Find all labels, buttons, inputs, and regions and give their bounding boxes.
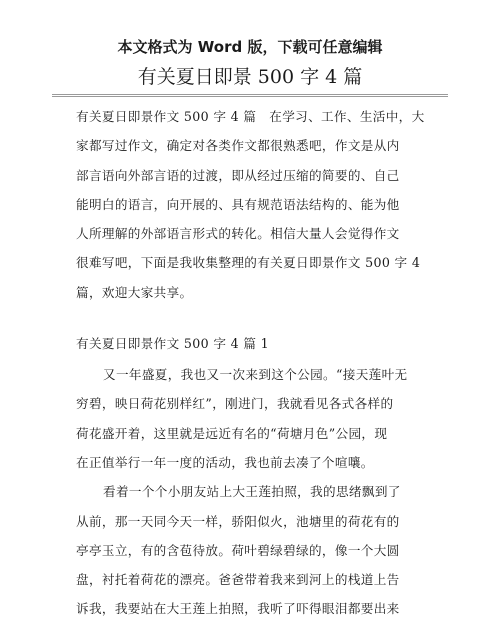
essay-paragraph-2: [76, 477, 428, 623]
intro-line: 有关夏日即景作文 500 字 4 篇 在学习、工作、生活中，大: [76, 109, 425, 124]
essay-paragraph-1: [76, 360, 428, 477]
format-notice: 本文格式为 Word 版，下载可任意编辑: [117, 38, 383, 56]
section-heading: 有关夏日即景作文 500 字 4 篇 1: [76, 336, 270, 352]
paragraph-line: 盘，衬托着荷花的漂亮。爸爸带着我来到河上的栈道上告: [76, 572, 400, 588]
intro-line: 人所理解的外部语言形式的转化。相信大量人会觉得作文: [76, 226, 400, 242]
intro-line: 部言语向外部言语的过渡，即从经过压缩的简要的、自己: [76, 167, 400, 183]
title-rule-lower: [52, 96, 448, 97]
paragraph-line: 亭亭玉立，有的含苞待放。荷叶碧绿碧绿的，像一个大圆: [76, 542, 400, 558]
intro-line: 能明白的语言，向开展的、具有规范语法结构的、能为他: [76, 196, 400, 212]
document-title: 有关夏日即景 500 字 4 篇: [137, 66, 363, 88]
intro-line: 篇，欢迎大家共享。: [76, 284, 193, 300]
spacer: [76, 307, 428, 327]
paragraph-line: 在正值举行一年一度的活动，我也前去凑了个喧嚷。: [76, 454, 374, 470]
intro-line: 家都写过作文，确定对各类作文都很熟悉吧，作文是从内: [76, 138, 400, 154]
paragraph-line: 荷花盛开着，这里就是远近有名的“荷塘月色”公园，现: [76, 425, 388, 441]
title-rule: [52, 94, 448, 95]
paragraph-line: 看着一个个小朋友站上大王莲拍照，我的思绪飘到了: [103, 484, 401, 500]
paragraph-line: 诉我，我要站在大王莲上拍照，我听了吓得眼泪都要出来: [76, 601, 400, 617]
intro-paragraph: [76, 102, 428, 307]
paragraph-line: 穷碧，映日荷花别样红”，刚进门，我就看见各式各样的: [76, 396, 394, 412]
paragraph-line: 又一年盛夏，我也又一次来到这个公园。“接天莲叶无: [103, 367, 408, 383]
document-body: [76, 102, 428, 624]
paragraph-line: 从前，那一天同今天一样，骄阳似火，池塘里的荷花有的: [76, 513, 400, 529]
intro-line: 很难写吧，下面是我收集整理的有关夏日即景作文 500 字 4: [76, 255, 421, 271]
